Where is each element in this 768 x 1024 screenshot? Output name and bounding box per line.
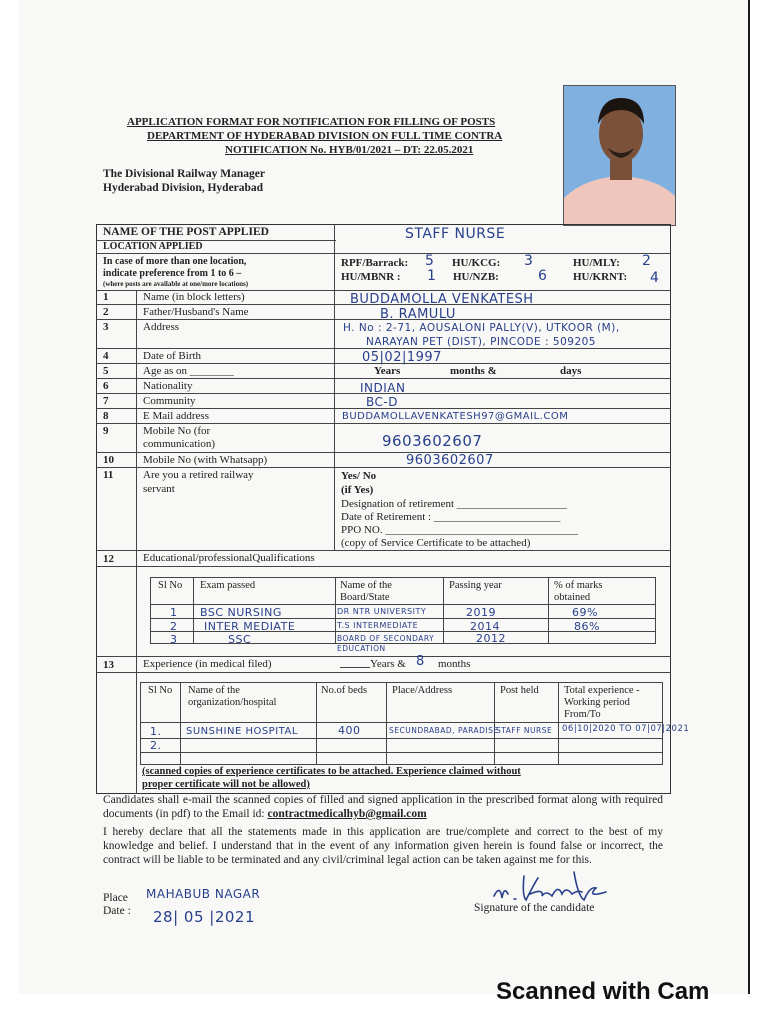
exp-period: 06|10|2020 TO 07|07|2021 (562, 724, 690, 734)
form-title-line-1: APPLICATION FORMAT FOR NOTIFICATION FOR FILLING OF POSTS (127, 116, 496, 128)
nationality-value: INDIAN (360, 381, 406, 395)
row-number: 11 (103, 469, 114, 481)
exp-header-place: Place/Address (392, 685, 453, 696)
submission-email[interactable]: contractmedicalhyb@gmail.com (267, 808, 427, 820)
edu-year: 2014 (470, 620, 500, 633)
edu-exam: BSC NURSING (200, 606, 282, 619)
notification-number: NOTIFICATION No. HYB/01/2021 – DT: 22.05.2021 (225, 144, 474, 156)
mly-label: HU/MLY: (573, 257, 620, 269)
age-days-label: days (560, 365, 582, 377)
exp-header-slno: Sl No (148, 685, 173, 696)
age-months-label: months & (450, 365, 497, 377)
location-applied-label: LOCATION APPLIED (103, 241, 203, 252)
exp-header-total: Total experience -Working period From/To (564, 685, 640, 720)
addressee-line-2: Hyderabad Division, Hyderabad (103, 182, 264, 194)
address-value-line-2: NARAYAN PET (DIST), PINCODE : 509205 (366, 336, 596, 348)
dob-label: Date of Birth (143, 350, 202, 362)
exp-post: STAFF NURSE (496, 726, 553, 735)
experience-note-line-1: (scanned copies of experience certificates to be attached. Experience claimed without (142, 766, 521, 777)
name-value: BUDDAMOLLA VENKATESH (350, 292, 534, 307)
mobile-value: 9603602607 (382, 432, 483, 450)
mbnr-label: HU/MBNR : (341, 271, 401, 283)
row-number: 2 (103, 306, 109, 318)
row-number: 5 (103, 365, 109, 377)
edu-marks: 69% (572, 606, 598, 619)
age-years-label: Years (374, 365, 401, 377)
retirement-date: Date of Retirement : _______________________ (341, 511, 561, 523)
mobile-label-2: communication) (143, 438, 216, 450)
row-number: 3 (103, 321, 109, 333)
age-label: Age as on ________ (143, 365, 234, 377)
row-number: 4 (103, 350, 109, 362)
exp-place: SECUNDRABAD, PARADISE (389, 726, 499, 735)
exp-organization: SUNSHINE HOSPITAL (186, 726, 298, 737)
retirement-designation: Designation of retirement ____________________ (341, 498, 567, 510)
email-instructions (103, 793, 663, 821)
preference-label-1: In case of more than one location, (103, 256, 247, 267)
rpf-label: RPF/Barrack: (341, 257, 409, 269)
row-number: 8 (103, 410, 109, 422)
community-value: BC-D (366, 395, 398, 409)
email-label: E Mail address (143, 410, 209, 422)
exp-header-beds: No.of beds (321, 685, 368, 696)
nzb-value: 6 (538, 268, 548, 284)
retired-if-yes: (if Yes) (341, 484, 374, 496)
service-certificate-note: (copy of Service Certificate to be attached) (341, 537, 531, 549)
experience-note-line-2: proper certificate will not be allowed) (142, 779, 310, 790)
edu-board: T.S INTERMEDIATE (337, 621, 419, 630)
edu-year: 2012 (476, 632, 506, 645)
preference-label-2: indicate preference from 1 to 6 – (103, 268, 242, 279)
exp-header-post: Post held (500, 685, 539, 696)
kcg-label: HU/KCG: (452, 257, 501, 269)
declaration: I hereby declare that all the statements made in this application are true/complete and correct to the best of my knowledge and belief. I understand that in the event of any information given herein is found false or incorrect, the contract will be liable to be terminated and any civil/criminal legal action can be taken against me for this. (103, 826, 663, 866)
form-title-line-2: DEPARTMENT OF HYDERABAD DIVISION ON FULL TIME CONTRA (147, 130, 503, 142)
experience-years-label: Years & (370, 658, 406, 670)
whatsapp-value: 9603602607 (406, 453, 494, 468)
mobile-label: Mobile No (for (143, 425, 211, 437)
signature-label: Signature of the candidate (474, 902, 595, 914)
edu-sl: 1 (170, 606, 178, 619)
address-label: Address (143, 321, 180, 333)
retired-yes-no: Yes/ No (341, 470, 377, 482)
name-label: Name (in block letters) (143, 291, 245, 303)
addressee-line-1: The Divisional Railway Manager (103, 168, 265, 180)
date-label: Date : (103, 905, 131, 917)
edu-exam: INTER MEDIATE (204, 620, 296, 633)
address-value-line-1: H. No : 2-71, AOUSALONI PALLY(V), UTKOOR (M), (343, 322, 620, 334)
scanner-watermark: Scanned with Cam (496, 978, 710, 1005)
exp-beds: 400 (338, 724, 361, 737)
edu-header-year: Passing year (449, 580, 502, 591)
retired-label-2: servant (143, 483, 175, 495)
edu-sl: 3 (170, 633, 178, 646)
edu-header-marks: % of marks obtained (554, 580, 603, 603)
exp-sl: 1. (150, 725, 162, 738)
edu-header-board: Name of the Board/State (340, 580, 392, 603)
email-instructions-text: Candidates shall e-mail the scanned copies of filled and signed application in the prescribed format along with required documents (in pdf) to the Email id: (103, 794, 663, 820)
exp-header-organization: Name of the organization/hospital (188, 685, 277, 708)
place-value: MAHABUB NAGAR (146, 887, 261, 901)
experience-label: Experience (in medical filed) (143, 658, 272, 670)
post-applied-value: STAFF NURSE (405, 226, 506, 242)
preference-label-3: (where posts are available at one/more locations) (103, 280, 249, 288)
mly-value: 2 (642, 253, 652, 269)
edu-header-exam: Exam passed (200, 580, 256, 591)
father-name-label: Father/Husband's Name (143, 306, 249, 318)
ppo-number: PPO NO. ___________________________________ (341, 524, 578, 536)
experience-months-label: months (438, 658, 471, 670)
mbnr-value: 1 (427, 268, 437, 284)
rpf-value: 5 (425, 253, 435, 269)
row-number: 10 (103, 454, 114, 466)
education-label: Educational/professionalQualifications (143, 552, 315, 564)
community-label: Community (143, 395, 196, 407)
row-number: 12 (103, 553, 114, 565)
applicant-photo (563, 85, 676, 226)
father-name-value: B. RAMULU (380, 307, 456, 322)
nzb-label: HU/NZB: (453, 271, 499, 283)
post-applied-label: NAME OF THE POST APPLIED (103, 226, 269, 238)
exp-sl: 2. (150, 739, 162, 752)
experience-years-value (340, 656, 370, 668)
edu-year: 2019 (466, 606, 496, 619)
edu-exam: SSC (228, 633, 252, 646)
whatsapp-label: Mobile No (with Whatsapp) (143, 454, 268, 466)
dob-value: 05|02|1997 (362, 350, 442, 365)
edu-header-slno: Sl No (158, 580, 183, 591)
place-label: Place (103, 892, 128, 904)
krnt-value: 4 (650, 270, 660, 286)
row-number: 13 (103, 659, 114, 671)
nationality-label: Nationality (143, 380, 193, 392)
edu-board: BOARD OF SECONDARY EDUCATION (337, 634, 435, 653)
row-number: 7 (103, 395, 109, 407)
edu-marks: 86% (574, 620, 600, 633)
retired-label: Are you a retired railway (143, 469, 254, 481)
kcg-value: 3 (524, 253, 534, 269)
experience-months-value: 8 (416, 654, 425, 669)
row-number: 9 (103, 425, 109, 437)
row-number: 1 (103, 291, 109, 303)
row-number: 6 (103, 380, 109, 392)
krnt-label: HU/KRNT: (573, 271, 628, 283)
edu-board: DR NTR UNIVERSITY (337, 607, 427, 616)
date-value: 28| 05 |2021 (153, 908, 255, 926)
edu-sl: 2 (170, 620, 178, 633)
email-value: BUDDAMOLLAVENKATESH97@GMAIL.COM (342, 411, 569, 422)
